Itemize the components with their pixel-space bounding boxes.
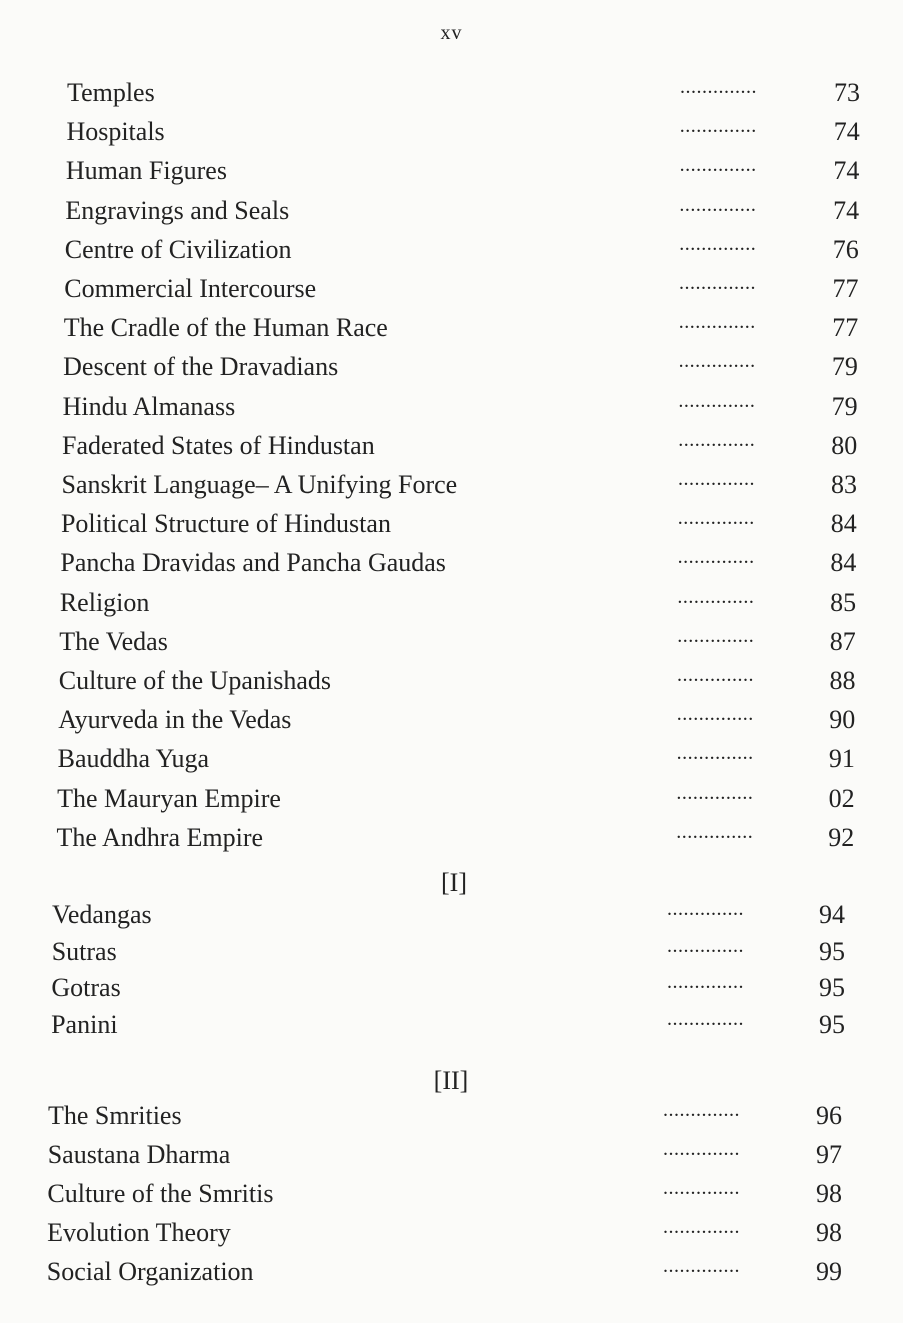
entry-title: Vedangas [52,900,152,929]
dot-leader: .............. [666,1007,744,1030]
dot-leader: .............. [678,311,756,334]
toc-entry [62,468,861,502]
dot-leader: .............. [677,585,755,608]
dot-leader: .............. [677,546,755,569]
entry-title: Human Figures [65,156,227,186]
dot-leader: .............. [679,115,757,138]
entry-page-number: 91 [828,744,855,774]
toc-entry [62,429,860,463]
entry-title: Culture of the Smritis [47,1179,274,1208]
dot-leader: .............. [679,154,757,177]
entry-title: Descent of the Dravadians [63,352,339,382]
entry-title: Ayurveda in the Vedas [58,705,292,735]
entry-page-number: 97 [815,1140,842,1169]
dot-leader: .............. [666,934,744,957]
entry-page-number: 77 [832,274,859,303]
dot-leader: .............. [678,350,756,373]
entry-title: Panini [51,1009,118,1039]
toc-entry [67,76,860,110]
dot-leader: .............. [680,76,757,98]
entry-page-number: 94 [819,900,845,929]
toc-entry [57,821,860,855]
entry-page-number: 87 [829,626,856,656]
toc-entry [51,1008,860,1042]
entry-title: Engravings and Seals [65,195,290,225]
dot-leader: .............. [678,468,755,490]
entry-page-number: 84 [830,548,857,578]
entry-title: Bauddha Yuga [57,744,210,774]
entry-title: Faderated States of Hindustan [62,430,375,460]
dot-leader: .............. [677,507,755,530]
entry-title: Sanskrit Language– A Unifying Force [61,470,458,499]
entry-title: Evolution Theory [47,1218,231,1247]
dot-leader: .............. [678,428,756,451]
dot-leader: .............. [662,1216,740,1238]
entry-title: The Mauryan Empire [57,783,281,813]
entry-page-number: 96 [816,1101,842,1130]
toc-entry [66,154,860,188]
toc-entry [51,971,860,1005]
toc-entry [47,1255,860,1289]
dot-leader: .............. [662,1177,740,1199]
toc-entry [59,664,860,698]
entry-title: Pancha Dravidas and Pancha Gaudas [60,548,446,578]
entry-page-number: 80 [831,430,858,460]
page-number: xv [440,22,463,44]
entry-page-number: 98 [815,1179,842,1208]
toc-entry [65,233,860,267]
toc-entry [61,507,860,541]
entry-title: Political Structure of Hindustan [60,509,391,539]
entry-title: Saustana Dharma [47,1140,231,1169]
toc-entry [52,898,860,932]
entry-page-number: 83 [831,470,857,499]
entry-title: Hindu Almanass [62,391,236,421]
entry-page-number: 92 [828,822,855,852]
dot-leader: .............. [678,389,756,412]
entry-page-number: 79 [831,391,858,421]
toc-entry [58,703,860,737]
toc-entry [63,390,860,424]
dot-leader: .............. [666,971,744,993]
toc-entry [64,311,860,345]
entry-title: Sutras [51,936,117,966]
entry-page-number: 85 [830,587,857,617]
entry-title: Gotras [51,973,121,1002]
entry-page-number: 88 [829,666,856,695]
entry-title: Culture of the Upanishads [58,666,331,695]
entry-page-number: 98 [815,1218,842,1247]
section-heading: [I] [441,868,467,897]
dot-leader: .............. [676,742,754,765]
dot-leader: .............. [679,232,757,255]
toc-entry [64,272,860,306]
entry-page-number: 84 [830,509,857,539]
entry-page-number: 95 [818,973,845,1002]
toc-entry [58,742,860,776]
dot-leader: .............. [676,781,754,804]
entry-title: The Cradle of the Human Race [63,313,388,343]
toc-entry [48,1138,860,1172]
dot-leader: .............. [662,1255,740,1277]
toc-entry [47,1177,860,1211]
entry-page-number: 95 [818,1009,845,1039]
dot-leader: .............. [677,664,754,686]
entry-page-number: 95 [818,936,845,966]
dot-leader: .............. [667,898,744,920]
entry-page-number: 77 [832,313,859,343]
entry-page-number: 74 [833,156,860,186]
entry-title: Hospitals [66,117,165,147]
entry-title: Religion [59,587,150,617]
entry-page-number: 90 [829,705,856,735]
entry-title: Commercial Intercourse [64,274,317,303]
toc-entry [63,350,860,384]
entry-page-number: 79 [831,352,858,382]
toc-entry [57,782,860,816]
dot-leader: .............. [663,1099,740,1121]
entry-page-number: 73 [834,78,860,107]
dot-leader: .............. [676,703,754,726]
section-heading: [II] [433,1066,469,1095]
entry-page-number: 99 [815,1257,842,1286]
entry-page-number: 02 [828,783,855,813]
toc-entry [66,115,860,149]
dot-leader: .............. [679,272,756,294]
dot-leader: .............. [679,193,757,216]
entry-page-number: 74 [833,195,860,225]
toc-entry [52,935,860,969]
entry-title: The Smrities [48,1101,182,1130]
entry-title: Temples [67,78,155,107]
toc-entry [47,1216,860,1250]
entry-page-number: 76 [832,234,859,264]
dot-leader: .............. [662,1138,740,1160]
entry-title: Centre of Civilization [64,234,292,264]
entry-title: Social Organization [46,1257,254,1286]
toc-entry [60,586,860,620]
toc-entry [48,1099,860,1133]
toc-entry [59,625,860,659]
dot-leader: .............. [676,820,754,843]
entry-page-number: 74 [833,117,860,147]
entry-title: The Andhra Empire [56,822,264,852]
toc-entry [65,194,860,228]
toc-entry [60,546,860,580]
entry-title: The Vedas [59,626,168,656]
dot-leader: .............. [677,624,755,647]
